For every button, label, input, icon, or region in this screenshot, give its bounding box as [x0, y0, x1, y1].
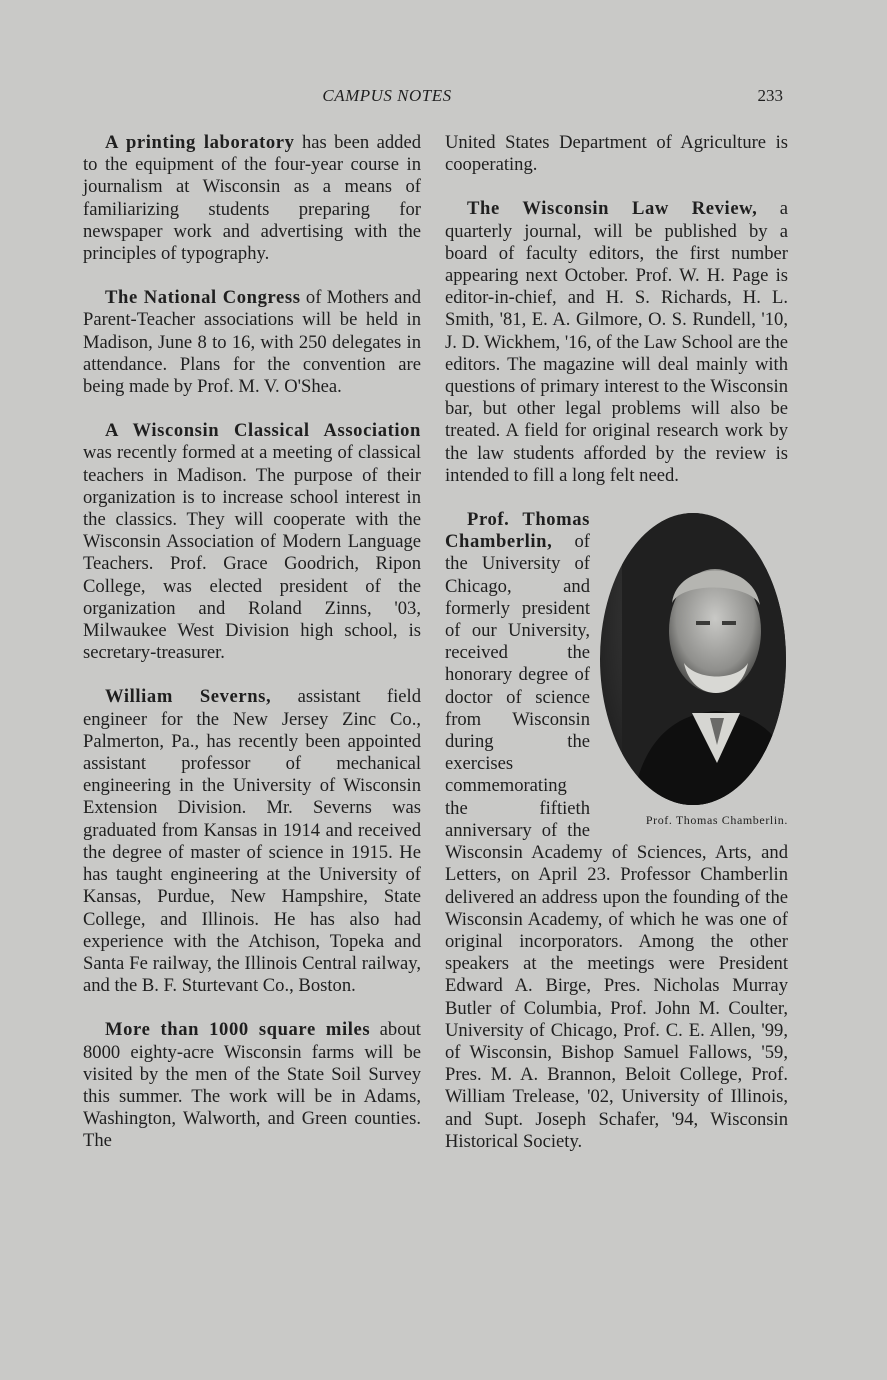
note-body: was recently formed at a meeting of classical teachers in Madison. The purpose of their organization is to increase school interest in the classics. They will cooperate with the Wisconsin Association of Modern Language Teachers. Prof. Grace Goodrich, Ripon College, was elected president of the organization and Roland Zinns, '03, Milwaukee West Division high school, is secretary-treasurer. [83, 442, 421, 664]
william-severns-note [83, 686, 421, 997]
note-body: about 8000 eighty-acre Wisconsin farms will be visited by the men of the State Soil Survey this summer. The work will be in Adams, Washington, Walworth, and Green counties. The [83, 1019, 421, 1152]
law-review-note [445, 198, 788, 487]
lead-heading: The National Congress [105, 287, 301, 309]
lead-heading: A printing laboratory [105, 132, 295, 153]
portrait-illustration [622, 513, 786, 805]
printing-laboratory-note [83, 132, 421, 265]
running-title: CAMPUS NOTES [322, 86, 452, 105]
portrait-figure [598, 513, 788, 831]
portrait-photo [600, 513, 786, 805]
running-head [0, 86, 887, 110]
national-congress-note [83, 287, 421, 398]
page-number: 233 [757, 86, 783, 105]
lead-heading: The Wisconsin Law Review, [467, 198, 758, 220]
soil-survey-continuation [445, 132, 788, 176]
soil-survey-note [83, 1019, 421, 1152]
chamberlin-note [445, 509, 788, 1153]
left-column [83, 132, 421, 1175]
right-column [445, 132, 788, 1175]
note-body: assistant field engineer for the New Jersey Zinc Co., Palmerton, Pa., has recently been appointed assistant professor of mechanical engineering in the University of Wisconsin Extension Division. Mr. Severns was graduated from Kansas in 1914 and received the degree of master of science in 1915. He has taught engineering at the University of Kansas, Purdue, New Hampshire, State College, and Illinois. He has also had experience with the Atchison, Topeka and Santa Fe railway, the Illinois Central railway, and the B. F. Sturtevant Co., Boston. [83, 686, 421, 997]
lead-heading: A Wisconsin Classical Association [105, 420, 421, 442]
lead-heading: More than 1000 square miles [105, 1019, 371, 1041]
lead-heading: William Severns, [105, 686, 272, 708]
note-body: of Mothers and Parent-Teacher associations will be held in Madison, June 8 to 16, with 250 delegates in attendance. Plans for the convention are being made by Prof. M. V. O'Shea. [83, 287, 421, 398]
note-body: has been added to the equipment of the four-year course in journalism at Wisconsin as a means of familiarizing students preparing for newspaper work and advertising with the principles of typography. [83, 132, 421, 265]
note-body: a quarterly journal, will be published by a board of faculty editors, the first number appearing next October. Prof. W. H. Page is editor-in-chief, and H. S. Richards, H. L. Smith, '81, E. A. Gilmore, O. S. Rundell, '10, J. D. Wickhem, '16, of the Law School are the editors. The magazine will deal mainly with questions of primary interest to the Wisconsin bar, but other legal problems will also be treated. A field for original research work by the law students afforded by the review is intended to fill a long felt need. [445, 198, 788, 486]
note-body: of the University of Chicago, and formerly president of our University, received the honorary degree of doctor of science from Wisconsin during the exercises commemorating the fiftieth anniversary of the Wisconsin Academy of Sciences, Arts, and Letters, on April 23. Professor Chamberlin delivered an address upon the founding of the Wisconsin Academy, of which he was one of original incorporators. Among the other speakers at the meetings were President Edward A. Birge, Pres. Nicholas Murray Butler of Columbia, Prof. John M. Coulter, University of Chicago, Prof. C. E. Allen, '99, of Wisconsin, Bishop Samuel Fallows, '59, Pres. M. A. Brannon, Beloit College, Prof. William Trelease, '02, University of Illinois, and Supt. Joseph Schafer, '94, Wisconsin Historical Society. [445, 531, 788, 1152]
classical-association-note [83, 420, 421, 664]
lead-heading: Prof. Thomas Chamberlin, [445, 509, 590, 553]
note-body: United States Department of Agriculture is cooperating. [445, 132, 788, 176]
portrait-caption: Prof. Thomas Chamberlin. [645, 813, 788, 828]
